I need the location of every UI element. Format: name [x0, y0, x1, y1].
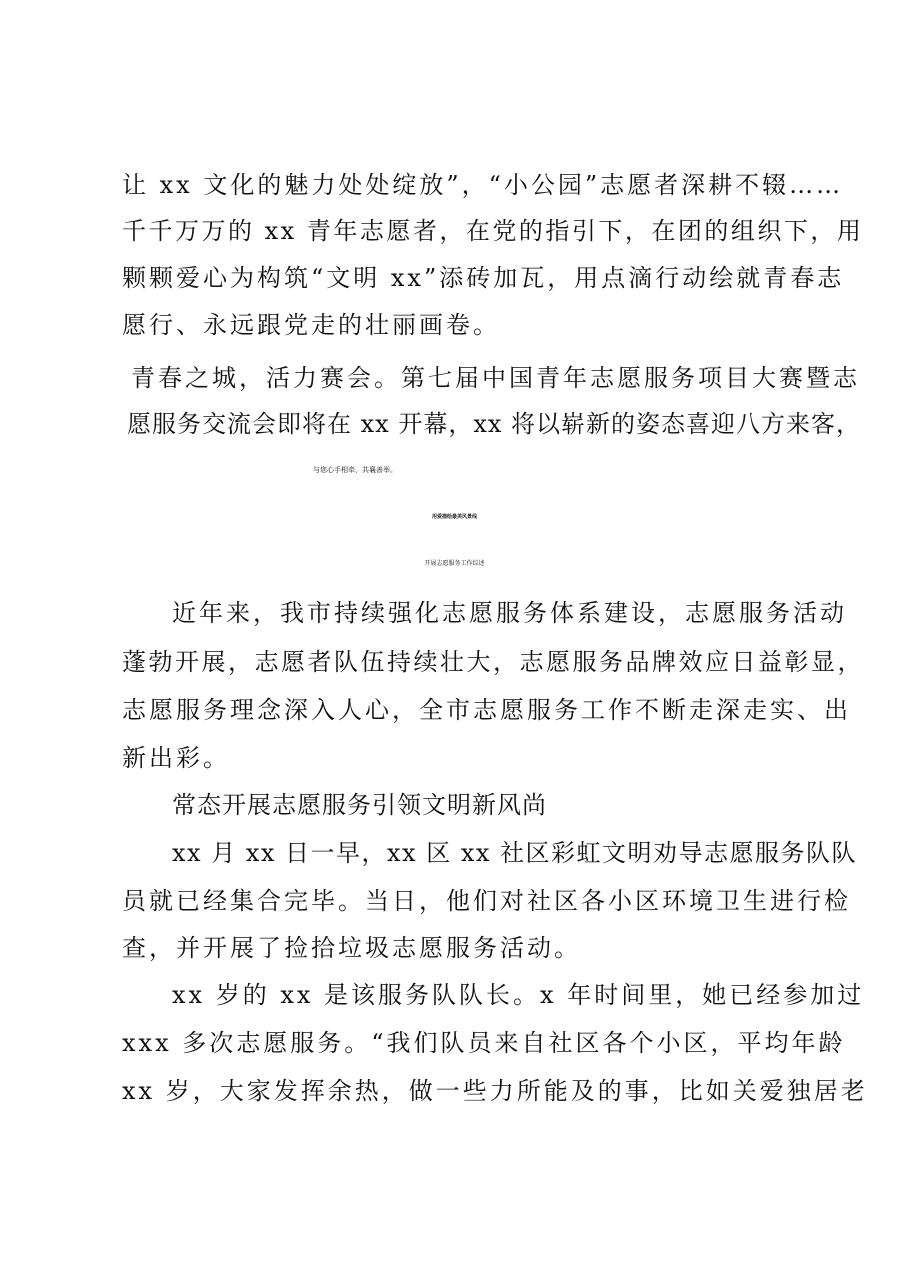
paragraph-3-line-1: 近年来，我市持续强化志愿服务体系建设，志愿服务活动	[172, 599, 847, 627]
paragraph-4-line-1: xx 月 xx 日一早，xx 区 xx 社区彩虹文明劝导志愿服务队队	[172, 839, 858, 867]
document-subtitle: 开展志愿服务工作综述	[424, 560, 485, 567]
paragraph-5-line-2: xxx 多次志愿服务。“我们队员来自社区各个小区，平均年龄	[122, 1029, 846, 1057]
paragraph-3-line-4: 新出彩。	[122, 744, 230, 772]
paragraph-2-line-2: 愿服务交流会即将在 xx 开幕，xx 将以崭新的姿态喜迎八方来客，	[127, 410, 862, 438]
paragraph-4-line-3: 查，并开展了捡拾垃圾志愿服务活动。	[122, 934, 581, 962]
paragraph-3-line-3: 志愿服务理念深入人心，全市志愿服务工作不断走深走实、出	[122, 696, 851, 724]
paragraph-5-line-3: xx 岁，大家发挥余热，做一些力所能及的事，比如关爱独居老	[122, 1077, 868, 1105]
paragraph-2-line-1: 青春之城，活力赛会。第七届中国青年志愿服务项目大赛暨志	[131, 364, 860, 392]
paragraph-1-line-3: 颗颗爱心为构筑“文明 xx”添砖加瓦，用点滴行动绘就青春志	[122, 264, 845, 292]
paragraph-1-line-4: 愿行、永远跟党走的壮丽画卷。	[122, 311, 500, 339]
section-heading: 常态开展志愿服务引领文明新风尚	[172, 791, 547, 819]
paragraph-5-line-1: xx 岁的 xx 是该服务队队长。x 年时间里，她已经参加过	[172, 981, 865, 1009]
paragraph-4-line-2: 员就已经集合完毕。当日，他们对社区各小区环境卫生进行检	[122, 887, 851, 915]
paragraph-1-line-2: 千千万万的 xx 青年志愿者，在党的指引下，在团的组织下，用	[122, 217, 864, 245]
document-title: 用爱描绘最美风景线	[431, 514, 477, 520]
paragraph-3-line-2: 蓬勃开展，志愿者队伍持续壮大，志愿服务品牌效应日益彰显，	[122, 648, 864, 676]
paragraph-1-line-1: 让 xx 文化的魅力处处绽放”，“小公园”志愿者深耕不辍……	[122, 171, 844, 199]
paragraph-2-line-3: 与您心手相牵，共襄善举。	[313, 466, 397, 474]
